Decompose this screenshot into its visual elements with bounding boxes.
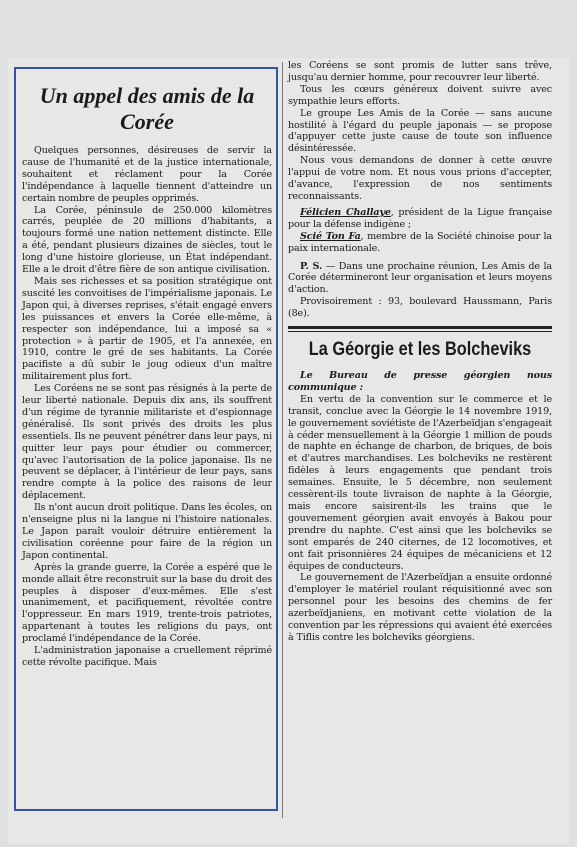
signatory-role: , membre de la Société chinoise pour la paix internationale. (288, 230, 552, 254)
section-rule-thin (288, 331, 552, 332)
article-headline-georgia: La Géorgie et les Bolcheviks (308, 339, 532, 361)
signature-line (288, 207, 552, 231)
article-paragraph: Le gouvernement de l'Azerbeïdjan a ensuite ordonné d'employer le matériel roulant réquisitionné avec son personnel pour les besoins des chemins de fer azerbeïdjaniens, en motivant cette violation de la convention par les répressions qui avaient été exercées à Tiflis contre les bolcheviks géorgiens. (288, 572, 552, 643)
article-paragraph: Après la grande guerre, la Corée a espéré que le monde allait être reconstruit sur la base du droit des peuples à disposer d'eux-mêmes. Elle s'est unanimement, et pacifiquement, révoltée contre l'oppresseur. En mars 1919, trente-trois patriotes, appartenant à toutes les religions du pays, ont proclamé l'indépendance de la Corée. (22, 561, 272, 645)
section-rule (288, 326, 552, 329)
article-paragraph: Mais ses richesses et sa position stratégique ont suscité les convoitises de l'impérialisme japonais. Le Japon qui, à diverses reprises, s'était engagé envers les puissances et envers la Corée elle-même, à respecter son indépendance, lui a imposé sa « protection » à partir de 1905, et l'a annexée, en 1910, contre le gré de ses habitants. La Corée pacifiste a dû subir le joug odieux d'un maître militairement plus fort. (22, 275, 272, 383)
right-column (286, 60, 556, 820)
postscript-text: — Dans une prochaine réunion, Les Amis de la Corée détermineront leur organisation et leurs moyens d'action. (288, 260, 552, 296)
article-paragraph: Ils n'ont aucun droit politique. Dans les écoles, on n'enseigne plus ni la langue ni l'histoire nationales. Le Japon paraît vouloir détruire entièrement la civilisation coréenne pour faire de la région un Japon continental. (22, 502, 272, 561)
column-divider (282, 62, 283, 818)
article-paragraph: Le groupe Les Amis de la Corée — sans aucune hostilité à l'égard du peuple japonais — se propose d'appuyer cette juste cause de toute son influence désintéressée. (288, 107, 552, 155)
signatory-name: Scié Ton Fa (300, 230, 361, 242)
article-body-georgia (288, 370, 552, 644)
signature-line (288, 231, 552, 255)
postscript-line (288, 261, 552, 297)
article-paragraph: Quelques personnes, désireuses de servir la cause de l'humanité et de la justice internationale, souhaitent et réclament pour la Corée l'indépendance à laquelle tiennent d'atteindre un certain nombre de peuples opprimés. (22, 145, 272, 204)
highlighted-article-korea[interactable] (14, 67, 278, 811)
article-paragraph: Les Coréens ne se sont pas résignés à la perte de leur liberté nationale. Depuis dix ans, ils souffrent d'un régime de tyrannie militariste et d'espionnage généralisé. Ils sont privés des droits les plus essentiels. Ils ne peuvent pénétrer dans leur pays, ni quitter leur pays pour étudier ou commercer, qu'avec l'autorisation de la police japonaise. Ils ne peuvent se déplacer, à l'intérieur de leur pays, sans rendre compte à la police des raisons de leur déplacement. (22, 383, 272, 502)
article-paragraph: En vertu de la convention sur le commerce et le transit, conclue avec la Géorgie le 14 novembre 1919, le gouvernement soviétiste de l'Azerbeïdjan s'engageait à céder mensuellement à la Géorgie 1 million de pouds de naphte en échange de charbon, de briques, de bois et d'autres marchandises. Les bolcheviks ne restèrent fidèles à leurs engagements que pendant trois semaines. Ensuite, le 5 décembre, non seulement cessèrent-ils toute livraison de naphte à la Géorgie, mais encore saisirent-ils les trains que le gouvernement géorgien avait envoyés à Bakou pour prendre du naphte. C'est ainsi que les bolcheviks se sont emparés de 240 citernes, de 12 locomotives, et ont fait prisonnières 24 équipes de mécaniciens et 12 équipes de conducteurs. (288, 393, 552, 572)
signature-block (288, 207, 552, 255)
article-body (22, 145, 272, 669)
signatory-role: , président de la Ligue française pour la défense indigène ; (288, 206, 552, 230)
postscript-address: Provisoirement : 93, boulevard Haussmann, Paris (8e). (288, 296, 552, 320)
postscript (288, 261, 552, 321)
article-continuation (288, 60, 552, 203)
article-paragraph: L'administration japonaise a cruellement réprimé cette révolte pacifique. Mais (22, 645, 272, 668)
article-headline: Un appel des amis de la Corée (39, 83, 255, 134)
postscript-label: P. S. (300, 260, 323, 272)
article-paragraph: Nous vous demandons de donner à cette œuvre l'appui de votre nom. Et nous vous prions d'accepter, d'avance, l'expression de nos sentiments reconnaissants. (288, 155, 552, 202)
article-paragraph: Tous les cœurs généreux doivent suivre avec sympathie leurs efforts. (288, 83, 552, 107)
signatory-name: Félicien Challaye (300, 206, 391, 218)
article-paragraph: les Coréens se sont promis de lutter sans trêve, jusqu'au dernier homme, pour recouvrer leur liberté. (288, 60, 552, 83)
article-paragraph: La Corée, péninsule de 250.000 kilomètres carrés, peuplée de 20 millions d'habitants, a toujours formé une nation nettement distincte. Elle a été, pendant plusieurs dizaines de siècles, tout le long d'une histoire glorieuse, un État indépendant. Elle a le droit d'être fière de son antique civilisation. (22, 204, 272, 276)
article-intro: Le Bureau de presse géorgien nous communique : (288, 370, 552, 393)
